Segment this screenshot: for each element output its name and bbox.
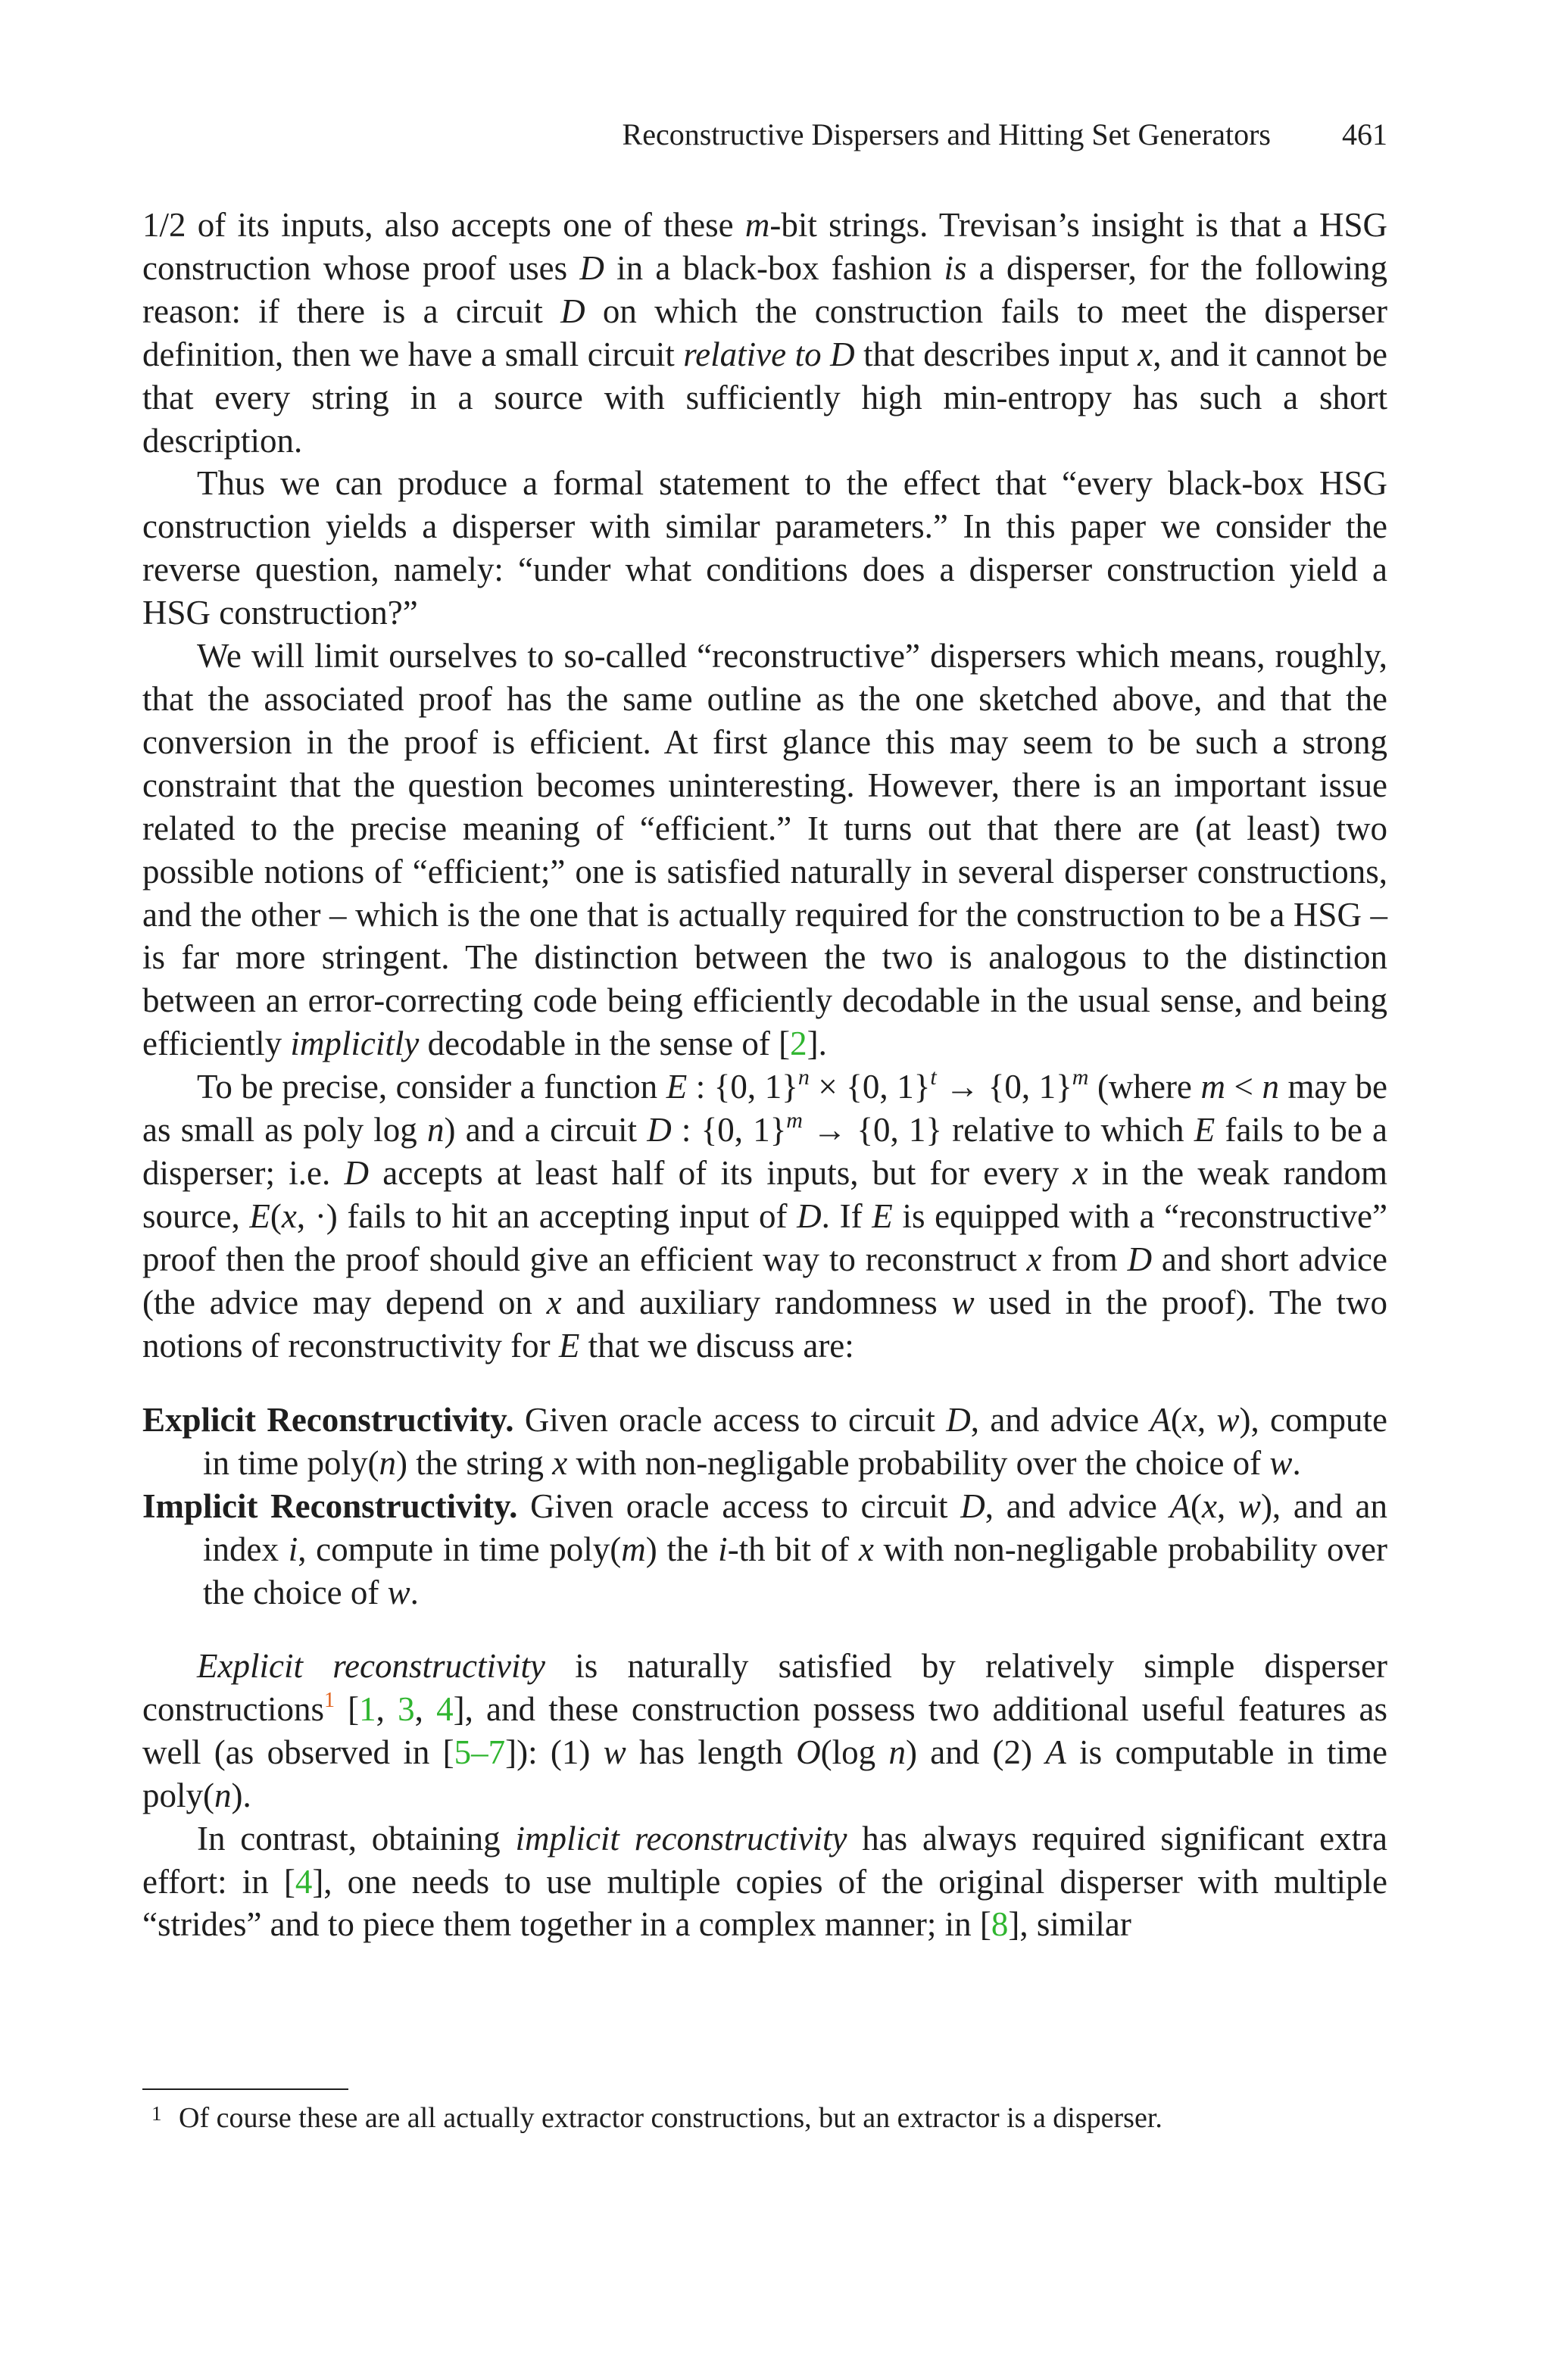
citation-link[interactable]: 1 <box>359 1689 376 1728</box>
running-head <box>142 114 1387 156</box>
definition-explicit: Explicit Reconstructivity. Given oracle access to circuit D, and advice A(x, w), compute in time poly(n) the string x with non-negligable probability over the choice of w. <box>142 1401 1388 1483</box>
paragraph-6: In contrast, obtaining implicit reconstructivity has always required significant extra effort: in [4], one needs to use multiple copies of the original disperser with multiple “strides” and to piece them together in a complex manner; in [8], similar <box>142 1819 1387 1944</box>
footnote <box>142 2099 1387 2138</box>
citation-link[interactable]: 4 <box>436 1689 454 1728</box>
paragraph-5: Explicit reconstructivity is naturally satisfied by relatively simple disperser constructions$^1$ [1, 3, 4], and these construction possess two additional useful features as well (as observed in [5–7]): (1) w has length O(log n) and (2) A is computable in time poly(n). <box>142 1647 1387 1814</box>
definition-implicit: Implicit Reconstructivity. Given oracle access to circuit D, and advice A(x, w), and an index i, compute in time poly(m) the i-th bit of x with non-negligable probability over the choice of w. <box>142 1487 1388 1612</box>
footnote-divider <box>142 2088 348 2090</box>
citation-link[interactable]: 5–7 <box>454 1733 506 1771</box>
paragraph-4: To be precise, consider a function E : {0, 1}$^n$ × {0, 1}$^t$ → {0, 1}$^m$ (where m < n may be as small as poly log n) and a circuit D : {0, 1}$^m$ → {0, 1} relative to which E fails to be a disperser; i.e. D accepts at least half of its inputs, but for every x in the weak random source, E(x, ·) fails to hit an accepting input of D. If E is equipped with a “reconstructive” proof then the proof should give an efficient way to reconstruct x from D and short advice (the advice may depend on x and auxiliary randomness w used in the proof). The two notions of reconstructivity for E that we discuss are: <box>142 1065 1388 1365</box>
citation-link[interactable]: 2 <box>790 1025 807 1063</box>
citation-link[interactable]: 3 <box>398 1689 415 1728</box>
paragraph-2: Thus we can produce a formal statement to the effect that “every black-box HSG construction yields a disperser with similar parameters.” In this paper we consider the reverse question, namely: “under what conditions does a disperser construction yield a HSG construction?” <box>142 464 1387 632</box>
citation-link[interactable]: 8 <box>991 1905 1009 1944</box>
paragraph-3: We will limit ourselves to so-called “reconstructive” dispersers which means, roughly, that the associated proof has the same outline as the one sketched above, and that the conversion in the proof is efficient. At first glance this may seem to be such a strong constraint that the question becomes uninteresting. However, there is an important issue related to the precise meaning of “efficient.” It turns out that there are (at least) two possible notions of “efficient;” one is satisfied naturally in several disperser constructions, and the other – which is the one that is actually required for the construction to be a HSG – is far more stringent. The distinction between the two is analogous to the distinction between an error-correcting code being efficiently decodable in the usual sense, and being efficiently implicitly decodable in the sense of [2]. <box>142 637 1387 1063</box>
body-text <box>142 204 1387 1946</box>
paragraph-1: 1/2 of its inputs, also accepts one of these m-bit strings. Trevisan’s insight is that a HSG construction whose proof uses D in a black-box fashion is a disperser, for the following reason: if there is a circuit D on which the construction fails to meet the disperser definition, then we have a small circuit relative to D that describes input x, and it cannot be that every string in a source with sufficiently high min-entropy has such a short description. <box>142 206 1388 460</box>
running-title: Reconstructive Dispersers and Hitting Set Generators <box>622 117 1271 151</box>
footnote-marker[interactable]: 1 <box>323 1688 335 1712</box>
citation-link[interactable]: 4 <box>295 1862 313 1901</box>
footnote-text: Of course these are all actually extractor constructions, but an extractor is a disperser. <box>179 2102 1162 2134</box>
footnote-number: 1 <box>151 2102 162 2125</box>
page-number: 461 <box>1342 117 1387 151</box>
